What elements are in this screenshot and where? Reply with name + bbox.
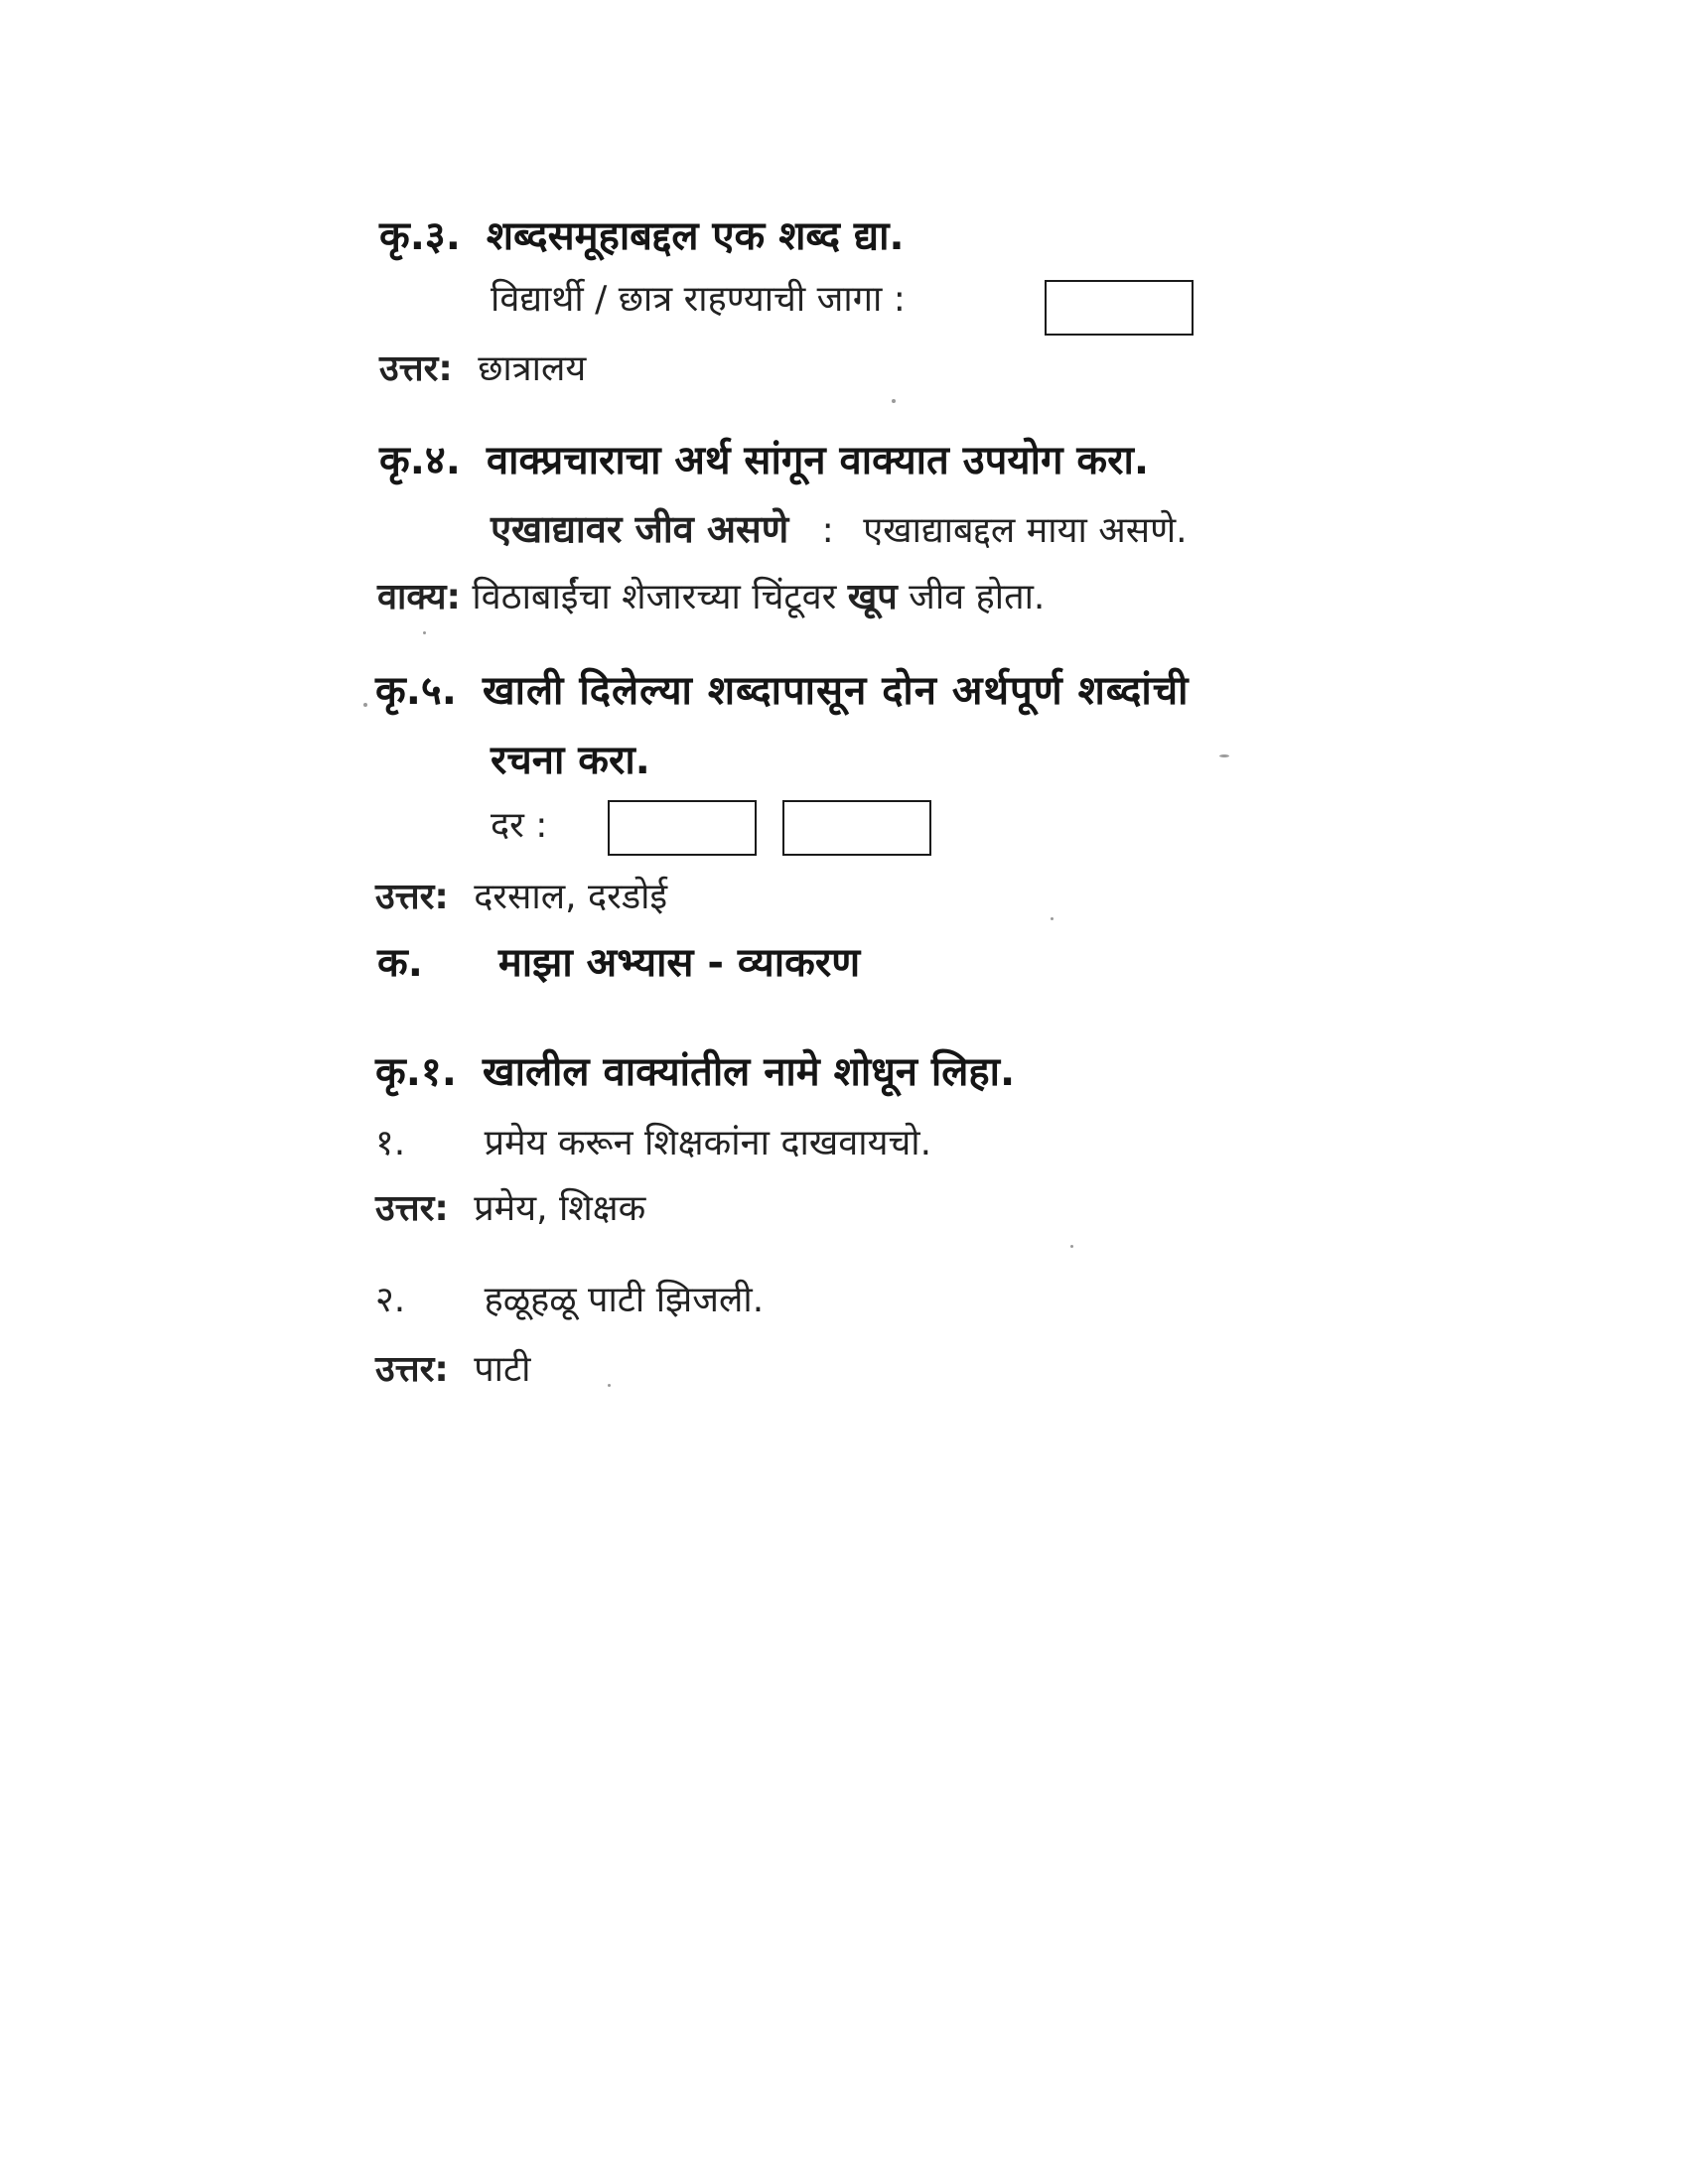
- q3-heading-text: शब्दसमूहाबद्दल एक शब्द द्या.: [486, 213, 905, 259]
- section-heading: [377, 940, 861, 986]
- q1-item-2-answer-label: उत्तर:: [375, 1349, 449, 1390]
- q1-item-1-answer-label: उत्तर:: [375, 1188, 449, 1229]
- q4-sentence-start: विठाबाईंचा शेजारच्या चिंटूवर: [472, 577, 837, 617]
- q4-phrase: एखाद्यावर जीव असणे: [491, 507, 789, 551]
- q4-heading-text: वाक्प्रचाराचा अर्थ सांगून वाक्यात उपयोग करा.: [486, 438, 1150, 483]
- q5-prompt: दर :: [491, 805, 548, 846]
- q3-prompt: विद्यार्थी / छात्र राहण्याची जागा :: [491, 279, 906, 320]
- q1-item-1-number: १.: [375, 1123, 406, 1163]
- q4-sentence-line: [377, 577, 1046, 617]
- q5-answer-box-2: [782, 800, 931, 856]
- section-label: क.: [377, 940, 423, 986]
- q3-answer-line: [379, 348, 587, 389]
- q4-sentence-bold: खूप: [847, 577, 898, 617]
- q5-answer: दरसाल, दरडोई: [474, 877, 668, 917]
- scan-speck: [1219, 754, 1229, 757]
- scan-speck: [608, 1384, 611, 1387]
- q1-item-1-text: प्रमेय करून शिक्षकांना दाखवायचो.: [484, 1123, 932, 1163]
- q5-heading-line1: [375, 668, 1190, 714]
- q3-number: कृ.३.: [379, 213, 461, 259]
- q1-item-2-number: २.: [375, 1280, 406, 1320]
- q4-meaning: एखाद्याबद्दल माया असणे.: [863, 510, 1188, 551]
- q3-answer-label: उत्तर:: [379, 348, 453, 389]
- q5-heading-text-1: खाली दिलेल्या शब्दापासून दोन अर्थपूर्ण शब्दांची: [482, 668, 1190, 714]
- q3-answer: छात्रालय: [478, 348, 587, 389]
- scan-speck: [1051, 917, 1054, 920]
- section-title: माझा अभ्यास - व्याकरण: [497, 940, 861, 986]
- q4-sentence-end: जीव होता.: [909, 577, 1046, 617]
- q1-item-1-answer-line: [375, 1188, 646, 1229]
- q5-answer-line: [375, 877, 668, 917]
- q1-item-1-answer: प्रमेय, शिक्षक: [474, 1188, 646, 1229]
- q1-heading-text: खालील वाक्यांतील नामे शोधून लिहा.: [482, 1049, 1016, 1095]
- q5-heading-line2: रचना करा.: [491, 738, 650, 783]
- q4-number: कृ.४.: [379, 438, 461, 483]
- scan-speck: [892, 399, 896, 403]
- scan-speck: [363, 703, 367, 707]
- q4-separator: :: [821, 510, 834, 551]
- q1-item-1: [375, 1123, 932, 1163]
- q4-phrase-line: [491, 507, 1188, 551]
- q1-item-2-answer-line: [375, 1349, 531, 1390]
- q1-heading: [375, 1049, 1016, 1095]
- q5-answer-box-1: [608, 800, 757, 856]
- q5-answer-label: उत्तर:: [375, 877, 449, 917]
- q1-item-2-text: हळूहळू पाटी झिजली.: [484, 1280, 765, 1320]
- q4-heading: [379, 438, 1150, 483]
- q3-heading: [379, 213, 905, 259]
- q1-item-2-answer: पाटी: [474, 1349, 531, 1390]
- q3-answer-box: [1045, 280, 1194, 336]
- q1-item-2: [375, 1280, 765, 1320]
- q4-sentence-label: वाक्य:: [377, 577, 461, 617]
- scan-speck: [423, 631, 426, 634]
- scan-speck: [1070, 1245, 1073, 1248]
- q5-number: कृ.५.: [375, 668, 457, 714]
- q1-number: कृ.१.: [375, 1049, 457, 1095]
